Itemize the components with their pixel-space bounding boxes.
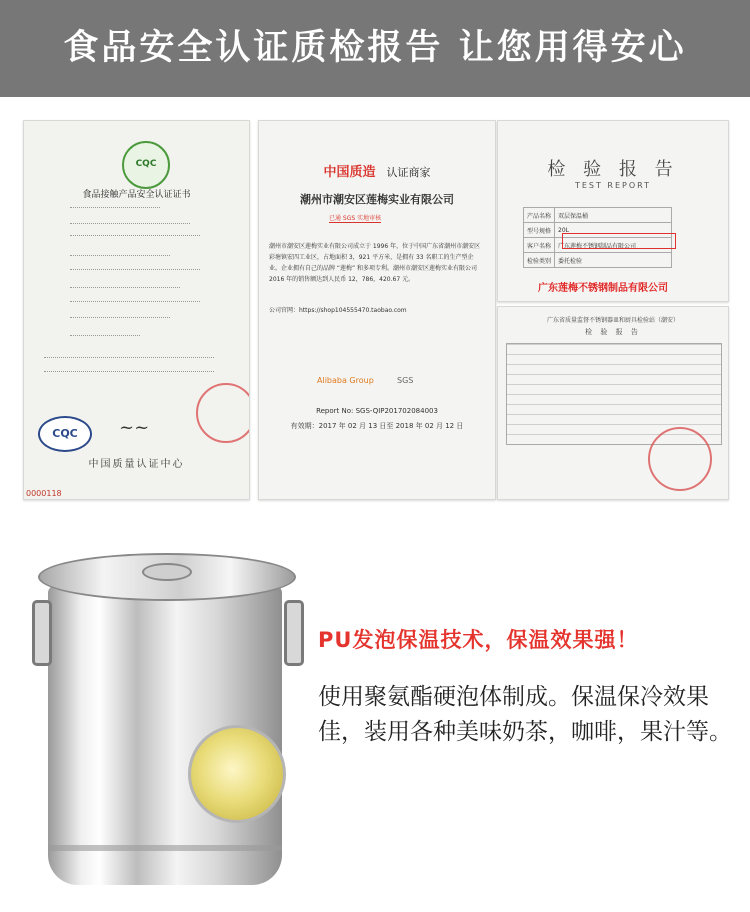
cert1-issuer: 中国质量认证中心 [88, 459, 185, 470]
cert1-text-line [44, 371, 214, 375]
cert1-text-line [70, 207, 160, 211]
cqc-blue-logo-icon: CQC [38, 416, 92, 452]
cert3-label: 检验类别 [524, 253, 555, 268]
cert3-value: 20L [555, 223, 672, 238]
cert1-title: 食品接触产品安全认证证书 [82, 190, 191, 200]
cert1-text-line [70, 301, 200, 305]
china-quality-merchant-certificate[interactable] [258, 120, 496, 500]
cert1-text-line [70, 317, 170, 321]
cert2-brand-sub: 认证商家 [386, 166, 431, 179]
cert1-text-line [70, 255, 170, 259]
cert1-text-line [70, 287, 180, 291]
sgs-logo-icon: SGS [397, 376, 414, 385]
cert3-label: 客户名称 [524, 238, 555, 253]
cert1-text-line [44, 357, 214, 361]
cert3-title: 检 验 报 告 [547, 159, 679, 180]
cert2-url: 公司官网：https://shop104555470.taobao.com [269, 307, 407, 314]
red-seal-icon [648, 427, 712, 491]
cert2-sgs-tag: 已通 SGS 实地审核 [329, 215, 382, 222]
signature-icon: ~~ [119, 417, 150, 438]
cqc-green-logo-icon [122, 141, 170, 189]
cert3-highlight-box [562, 233, 676, 249]
feature-description: 使用聚氨酯硬泡体制成。保温保冷效果佳，装用各种美味奶茶，咖啡，果汁等。 [318, 684, 732, 745]
cert2-validity: 有效期：2017 年 02 月 13 日至 2018 年 02 月 12 日 [290, 422, 464, 430]
certificates-gallery [0, 110, 750, 500]
pail-band [48, 845, 282, 851]
cert2-brand: 中国质造 [323, 165, 376, 180]
pu-foam-cross-section-icon [188, 725, 286, 823]
lid-handle-icon [142, 563, 192, 581]
table-row [524, 253, 672, 268]
left-latch-icon [32, 600, 52, 666]
cqc-certificate[interactable] [23, 120, 250, 500]
cert1-text-line [70, 235, 200, 239]
header-banner [0, 0, 750, 97]
alibaba-logo-icon: Alibaba Group [317, 376, 374, 385]
cert3-label: 产品名称 [524, 208, 555, 223]
feature-title: PU发泡保温技术，保温效果强！ [318, 628, 639, 652]
cert2-brand-row [259, 161, 495, 180]
cqc-logo-text: CQC [135, 159, 157, 169]
test-report-cover[interactable] [497, 120, 729, 302]
cert2-report-number: Report No: SGS-QIP201702084003 [316, 407, 438, 415]
table-row [524, 208, 672, 223]
cert2-company: 潮州市潮安区莲梅实业有限公司 [300, 193, 454, 206]
cert3-label: 型号规格 [524, 223, 555, 238]
cert3-value: 广东莲梅不锈钢制品有限公司 [555, 238, 672, 253]
cert1-text-line [70, 335, 140, 339]
cert1-text-line [70, 223, 190, 227]
product-image [30, 545, 300, 905]
cert4-header: 广东省质量监督不锈钢器皿和厨具检验站（潮安） [546, 317, 679, 324]
inspection-report-page[interactable] [497, 306, 729, 500]
cert3-company: 广东莲梅不锈钢制品有限公司 [538, 283, 668, 294]
cert3-subtitle: TEST REPORT [574, 181, 652, 190]
cert4-title: 检 验 报 告 [585, 328, 641, 336]
cert3-value: 委托检验 [555, 253, 672, 268]
red-seal-icon [196, 383, 250, 443]
cert1-text-line [70, 269, 200, 273]
right-latch-icon [284, 600, 304, 666]
cert3-value: 双层保温桶 [555, 208, 672, 223]
cert2-body: 潮州市潮安区莲梅实业有限公司成立于 1996 年，位于中国广东省潮州市潮安区彩塘镇宏四工业区，占地面积 3，921 平方米，是拥有 33 名职工的生产型企业。企业拥有自己的品牌 “莲梅” 和多项专利。潮州市潮安区莲梅实业有限公司 2016 年的销售额达到人民币 12，786，420.67 元。 [269, 243, 481, 283]
cert1-serial: 0000118 [26, 489, 62, 498]
banner-title: 食品安全认证质检报告 让您用得安心 [63, 28, 687, 68]
